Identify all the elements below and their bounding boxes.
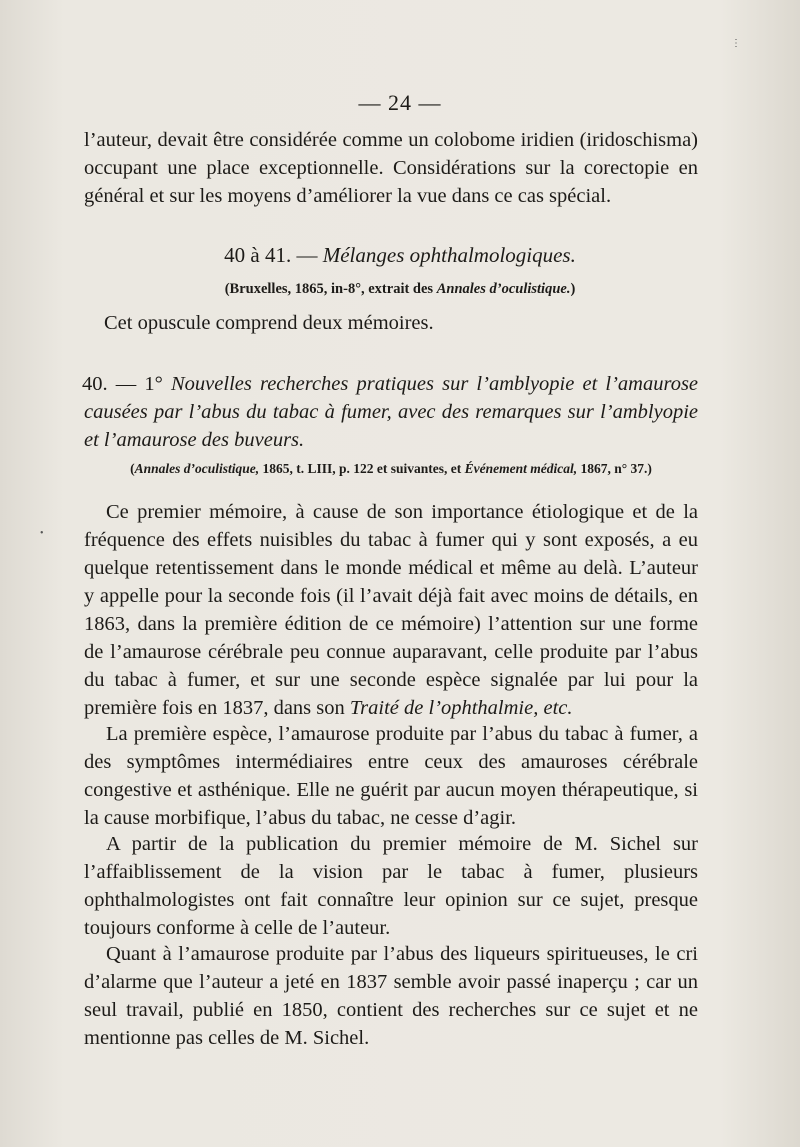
margin-dot: • <box>40 528 44 539</box>
continuation-paragraph: l’auteur, devait être considérée comme un colobome iridien (iridoschisma) occupant une place exceptionnelle. Considérations sur la corectopie en général et sur les moyens d’améliorer la vue dans ce cas spécial. <box>84 129 698 207</box>
entry-number: 40. <box>82 373 108 395</box>
section-number: 40 à 41. <box>224 243 292 267</box>
speck-mark: ⋮ <box>731 38 741 49</box>
paragraph-3: A partir de la publication du premier mémoire de M. Sichel sur l’affaiblissement de la vision par le tabac à fumer, plusieurs ophthalmologistes ont fait connaître leur opinion sur ce sujet, presque toujours conforme à celle de l’auteur. <box>84 833 698 939</box>
paragraph-4: Quant à l’amaurose produite par l’abus des liqueurs spiritueuses, le cri d’alarme que l’auteur a jeté en 1837 semble avoir passé inaperçu ; car un seul travail, publié en 1850, contient des recherches sur ce sujet et ne mentionne pas celles de M. Sichel. <box>84 943 698 1049</box>
ref-journal: Annales d’oculistique, <box>134 461 260 476</box>
section-title: Mélanges ophthalmologiques. <box>322 243 576 267</box>
entry-prefix: — 1° <box>115 373 163 395</box>
section-heading <box>0 243 800 268</box>
section-dash: — <box>296 243 318 267</box>
entry-40 <box>84 370 698 454</box>
page-number: — 24 — <box>358 90 442 115</box>
paragraph-1 <box>84 498 698 722</box>
section-pub-post: ) <box>570 281 576 297</box>
entry-reference: (Annales d’oculistique, 1865, t. LIII, p. 122 et suivantes, et Événement médical, 1867, n° 37.) <box>130 461 652 476</box>
section-pub-journal: Annales d’oculistique. <box>436 281 571 297</box>
entry-title: Nouvelles recherches pratiques sur l’amblyopie et l’amaurose causées par l’abus du tabac à fumer, avec des remarques sur l’amblyopie et l’amaurose des buveurs. <box>84 373 699 451</box>
paragraph-1-work: Traité de l’ophthalmie, etc. <box>349 697 573 719</box>
paragraph-2: La première espèce, l’amaurose produite par l’abus du tabac à fumer, a des symptômes intermédiaires entre ceux des amauroses cérébrale congestive et asthénique. Elle ne guérit par aucun moyen thérapeutique, si la cause morbifique, l’abus du tabac, ne cesse d’agir. <box>84 723 698 829</box>
paragraph-1-text: Ce premier mémoire, à cause de son importance étiologique et de la fréquence des effets nuisibles du tabac à fumer qui y sont exposés, a eu quelque retentissement dans le monde médical et même au delà. L’auteur y appelle pour la seconde fois (il l’avait déjà fait avec moins de détails, en 1863, dans la première édition de ce mémoire) l’attention sur une forme de l’amaurose cérébrale peu connue auparavant, celle produite par l’abus du tabac à fumer, et sur une seconde espèce signalée par lui pour la première fois en 1837, dans son <box>84 501 698 719</box>
ref-tail: 1867, n° 37.) <box>577 461 652 476</box>
section-intro: Cet opuscule comprend deux mémoires. <box>104 312 434 334</box>
section-pub-pre: (Bruxelles, 1865, in-8°, extrait des <box>224 281 437 297</box>
ref-details: 1865, t. LIII, p. 122 et suivantes, et <box>259 461 465 476</box>
section-publication <box>0 281 800 298</box>
ref-event: Événement médical, <box>464 461 578 476</box>
